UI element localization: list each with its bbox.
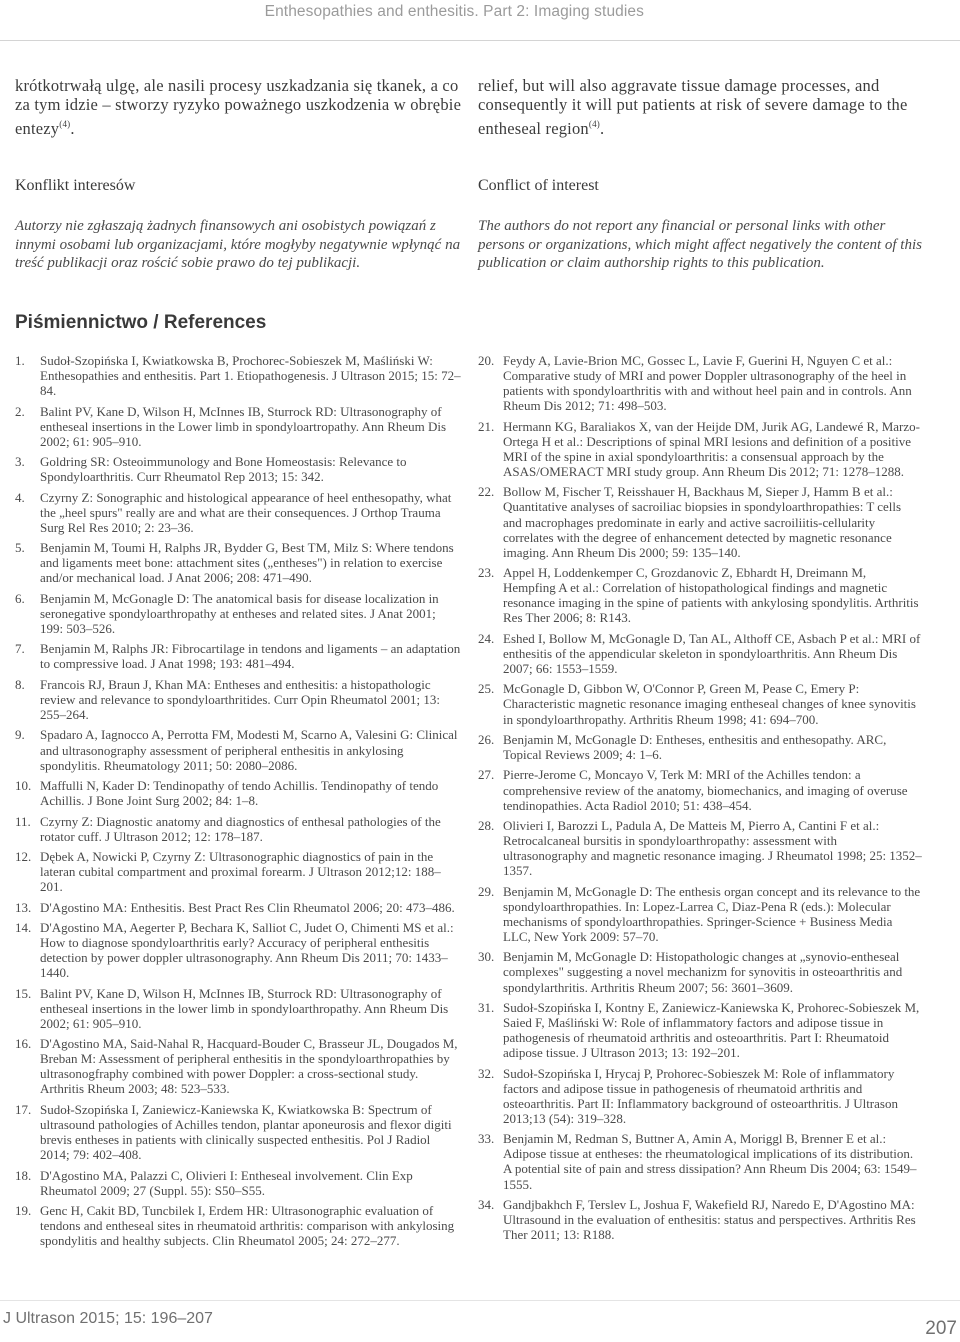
intro-left-citation: (4) <box>59 118 71 129</box>
reference-number: 18. <box>15 1167 32 1183</box>
reference-item <box>478 353 922 413</box>
footer-divider <box>0 1300 960 1301</box>
reference-number: 20. <box>478 353 495 368</box>
reference-text: Francois RJ, Braun J, Khan MA: Entheses and enthesitis: a histopathologic review and relevance to spondyloarthritides. Curr Opin Rheumatol 2001; 13: 255–264. <box>40 676 441 723</box>
coi-right-heading: Conflict of interest <box>478 177 599 194</box>
reference-number: 28. <box>478 818 495 833</box>
reference-text: Pierre-Jerome C, Moncayo V, Terk M: MRI of the Achilles tendon: a comprehensive review of the anatomy, biomechanics, and imaging of overuse tendinopathies. Acta Radiol 2010; 51: 438–454. <box>503 767 908 813</box>
intro-right-end: . <box>599 118 605 138</box>
reference-text: Spadaro A, Iagnocco A, Perrotta FM, Modesti M, Scarno A, Valesini G: Clinical and ultrasonography assessment of peripheral enthesitis in ankylosing spondylitis. Rheumatology 2011; 50: 2080–2086. <box>40 727 458 773</box>
reference-number: 23. <box>478 565 495 581</box>
reference-text: Czyrny Z: Sonographic and histological appearance of heel enthesopathy, what the „heel spurs" really are and what are their consequences. J Orthop Trauma Surg Rel Res 2010; 2: 23–36. <box>40 489 452 535</box>
reference-number: 30. <box>478 949 495 965</box>
coi-left <box>15 177 462 195</box>
reference-number: 5. <box>15 540 25 556</box>
reference-text: Goldring SR: Osteoimmunology and Bone Homeostasis: Relevance to Spondyloarthritis. Curr Rheumatol Rep 2013; 15: 342. <box>40 454 407 485</box>
reference-item <box>478 884 922 944</box>
reference-item <box>478 631 922 676</box>
running-header-title: Enthesopathies and enthesitis. Part 2: Imaging studies <box>264 3 644 20</box>
reference-number: 21. <box>478 418 495 434</box>
page-number: 207 <box>925 1318 957 1339</box>
reference-number: 14. <box>15 919 32 935</box>
reference-item <box>478 732 922 762</box>
reference-number: 19. <box>15 1203 32 1219</box>
reference-item <box>15 986 462 1031</box>
reference-text: Gandjbakhch F, Terslev L, Joshua F, Wakefield RJ, Naredo E, D'Agostino MA: Ultrasound in the evaluation of enthesitis: status and perspectives. Arthritis Res Ther 2011; 13: R188. <box>503 1196 916 1243</box>
reference-number: 12. <box>15 848 32 864</box>
reference-number: 22. <box>478 484 495 500</box>
reference-item <box>478 1066 922 1126</box>
reference-item <box>478 681 922 726</box>
reference-item <box>15 778 462 808</box>
reference-text: Benjamin M, Toumi H, Ralphs JR, Bydder G, Best TM, Milz S: Where tendons and ligaments meet bone: attachment sites („entheses") in relation to exercise and/or mechanical load. J Anat 2006; 208: 471–490. <box>40 540 454 586</box>
reference-number: 16. <box>15 1036 32 1052</box>
intro-right-paragraph <box>478 76 922 138</box>
reference-text: Benjamin M, Redman S, Buttner A, Amin A, Moriggl B, Brenner E et al.: Adipose tissue at entheses: the rheumatological implications of its distribution. A potential site of pain and stress dissipation? Ann Rheum Dis 2004; 63: 1549–1555. <box>503 1131 917 1192</box>
reference-item <box>15 490 462 535</box>
reference-item <box>15 454 462 484</box>
reference-number: 24. <box>478 630 495 646</box>
intro-right-text: relief, but will also aggravate tissue damage processes, and consequently it will put patients at risk of severe damage to the entheseal region <box>478 76 908 138</box>
reference-text: Eshed I, Bollow M, McGonagle D, Tan AL, Althoff CE, Asbach P et al.: MRI of enthesitis of the appendicular skeleton in spondyloarthritis. Ann Rheum Dis 2007; 66: 1553–1559. <box>503 630 921 676</box>
reference-item <box>15 1203 462 1248</box>
reference-number: 27. <box>478 767 495 783</box>
reference-text: Maffulli N, Kader D: Tendinopathy of tendo Achillis. Tendinopathy of tendo Achillis. J Bone Joint Surg 2002; 84: 1–8. <box>40 778 439 809</box>
reference-text: D'Agostino MA, Palazzi C, Olivieri I: Entheseal involvement. Clin Exp Rheumatol 2009; 27 (Suppl. 55): S50–S55. <box>40 1167 413 1198</box>
reference-item <box>15 641 462 671</box>
intro-left <box>15 76 462 138</box>
intro-right <box>478 76 922 138</box>
reference-item <box>15 591 462 636</box>
reference-text: Sudoł-Szopińska I, Kontny E, Zaniewicz-Kaniewska K, Prohorec-Sobieszek M, Saied F, Maśliński W: Role of inflammatory factors and adipose tissue in pathogenesis of rheumatoid arthritis and osteoarthritis. Part I: Rheumatoid adipose tissue. J Ultrason 2013; 13: 192–201. <box>503 999 920 1061</box>
reference-item <box>478 565 922 625</box>
reference-text: Benjamin M, McGonagle D: Histopathologic changes at „synovio-entheseal complexes" suggesting a novel mechanizm for synovitis in osteoarthritis and spondylarthritis. Arthritis Rheum 2007; 56: 3601–3609. <box>503 949 903 995</box>
coi-left-heading: Konflikt interesów <box>15 177 136 194</box>
reference-text: Genc H, Cakit BD, Tuncbilek I, Erdem HR: Ultrasonographic evaluation of tendons and entheseal sites in rheumatoid arthritis: comparison with ankylosing spondylitis and healthy subjects. Clin Rheumatol 2005; 24: 272–277. <box>40 1203 455 1249</box>
reference-number: 17. <box>15 1101 32 1117</box>
header-divider <box>0 40 960 41</box>
reference-text: Sudoł-Szopińska I, Hrycaj P, Prohorec-Sobieszek M: Role of inflammatory factors and adipose tissue in pathogenesis of rheumatoid arthritis and osteoarthritis. Part II: Inflammatory background of osteoarthritis. J Ultrason 2013;13 (54): 319–328. <box>503 1065 898 1126</box>
reference-item <box>478 1000 922 1060</box>
reference-text: Hermann KG, Baraliakos X, van der Heijde DM, Jurik AG, Landewé R, Marzo-Ortega H et al.: Descriptions of spinal MRI lesions and definition of a positive MRI of the spine in axial spondyloarthritis: a consensual approach by the ASAS/OMERACT MRI study group. Ann Rheum Dis 2012; 71: 1278–1288. <box>503 418 920 479</box>
reference-text: Appel H, Loddenkemper C, Grozdanovic Z, Ebhardt H, Dreimann M, Hempfing A et al.: Correlation of histopathological findings and magnetic resonance imaging in the spine of patients with ankylosing spondylitis. Arthritis Res Ther 2006; 8: R143. <box>503 565 919 626</box>
references-list-right <box>478 353 922 1248</box>
reference-item <box>15 540 462 585</box>
reference-text: McGonagle D, Gibbon W, O'Connor P, Green M, Pease C, Emery P: Characteristic magnetic resonance imaging entheseal changes of knee synovitis in spondyloarthropathy. Arthritis Rheum 1998; 41: 694–700. <box>503 681 916 727</box>
reference-text: Sudoł-Szopińska I, Zaniewicz-Kaniewska K, Kwiatkowska B: Spectrum of ultrasound pathologies of Achilles tendon, plantar aponeurosis and flexor digiti brevis entheses in patients with clinically suspected enthesitis. Pol J Radiol 2014; 79: 402–408. <box>40 1101 452 1163</box>
reference-number: 11. <box>15 813 31 829</box>
reference-number: 26. <box>478 731 495 747</box>
reference-item <box>15 1102 462 1162</box>
reference-number: 29. <box>478 883 495 899</box>
reference-text: Olivieri I, Barozzi L, Padula A, De Matteis M, Pierro A, Cantini F et al.: Retrocalcaneal bursitis in spondyloarthropathy: assessment with ultrasonography and magnetic resonance imaging. J Rheumatol 1998; 25: 1352–1357. <box>503 818 922 879</box>
references-list-left <box>15 353 462 1254</box>
reference-text: Dębek A, Nowicki P, Czyrny Z: Ultrasonographic diagnostics of pain in the lateran cubital compartment and proximal forearm. J Ultrason 2012;12: 188–201. <box>40 848 441 895</box>
reference-item <box>478 1197 922 1242</box>
footer-citation: J Ultrason 2015; 15: 196–207 <box>3 1310 213 1327</box>
reference-text: Benjamin M, McGonagle D: Entheses, enthesitis and enthesopathy. ARC, Topical Reviews 2009; 4: 1–6. <box>503 731 887 763</box>
reference-text: Balint PV, Kane D, Wilson H, McInnes IB, Sturrock RD: Ultrasonography of entheseal insertions in the Lower limb in spondyloartropathy. Ann Rheum Dis 2002; 61: 905–910. <box>40 403 447 449</box>
reference-text: Bollow M, Fischer T, Reisshauer H, Backhaus M, Sieper J, Hamm B et al.: Quantitative analyses of sacroiliac biopsies in spondyloarthropathies: T cells and macrophages predominate in early and active sacroiliitis-cellularity correlates with the degree of enhancement detected by magnetic resonance imaging. Ann Rheum Dis 2000; 59: 135–140. <box>503 484 902 560</box>
reference-number: 10. <box>15 778 32 794</box>
reference-text: Benjamin M, McGonagle D: The anatomical basis for disease localization in seronegative spondyloarthropathy at entheses and related sites. J Anat 2001; 199: 503–526. <box>40 590 439 636</box>
intro-left-end: . <box>70 118 75 138</box>
reference-number: 7. <box>15 641 25 657</box>
reference-number: 9. <box>15 727 25 743</box>
reference-text: Balint PV, Kane D, Wilson H, McInnes IB, Sturrock RD: Ultrasonography of entheseal insertions in the lower limb in spondyloarthropathy. Ann Rheum Dis 2002; 61: 905–910. <box>40 985 449 1031</box>
reference-number: 31. <box>478 999 495 1015</box>
reference-number: 1. <box>15 353 25 368</box>
reference-number: 6. <box>15 590 25 606</box>
reference-text: D'Agostino MA, Aegerter P, Bechara K, Salliot C, Judet O, Chimenti MS et al.: How to diagnose spondyloarthritis early? Accuracy of peripheral enthesitis detection by power doppler ultrasonography. Ann Rheum Dis 2011; 70: 1433–1440. <box>40 919 454 981</box>
reference-item <box>15 677 462 722</box>
reference-item <box>15 1036 462 1096</box>
reference-number: 32. <box>478 1065 495 1081</box>
coi-right-text: The authors do not report any financial or personal links with other persons or organizations, which might affect negatively the content of this publication or claim authorship rights to this publication. <box>478 218 922 272</box>
reference-number: 33. <box>478 1131 495 1147</box>
reference-number: 25. <box>478 681 495 697</box>
reference-text: D'Agostino MA: Enthesitis. Best Pract Res Clin Rheumatol 2006; 20: 473–486. <box>40 899 455 915</box>
references-title: Piśmiennictwo / References <box>15 312 267 333</box>
reference-item <box>478 484 922 559</box>
reference-text: Sudoł-Szopińska I, Kwiatkowska B, Prochorec-Sobieszek M, Maśliński W: Enthesopathies and enthesitis. Part 1. Etiopathogenesis. J Ultrason 2015; 15: 72–84. <box>40 353 461 399</box>
reference-item <box>478 767 922 812</box>
reference-number: 15. <box>15 985 32 1001</box>
reference-item <box>15 849 462 894</box>
intro-left-text: krótkotrwałą ulgę, ale nasili procesy uszkadzania się tkanek, a co za tym idzie – stworzy ryzyko poważnego uszkodzenia w obrębie entezy <box>15 76 462 138</box>
reference-item <box>15 900 462 915</box>
coi-left-text: Autorzy nie zgłaszają żadnych finansowych ani osobistych powiązań z innymi osobami lub organizacjami, które mogłyby negatywnie wpłynąć na treść publikacji oraz rościć sobie prawo do tej publikacji. <box>15 218 461 272</box>
reference-item <box>478 1131 922 1191</box>
reference-item <box>478 419 922 479</box>
reference-number: 8. <box>15 676 25 692</box>
reference-number: 34. <box>478 1196 495 1212</box>
reference-text: Czyrny Z: Diagnostic anatomy and diagnostics of enthesal pathologies of the rotator cuff. J Ultrason 2012; 12: 178–187. <box>40 813 441 844</box>
reference-item <box>15 404 462 449</box>
reference-item <box>15 920 462 980</box>
reference-item <box>15 814 462 844</box>
intro-right-citation: (4) <box>588 118 600 129</box>
reference-item <box>478 949 922 994</box>
reference-number: 3. <box>15 454 25 470</box>
reference-item <box>15 727 462 772</box>
reference-text: D'Agostino MA, Said-Nahal R, Hacquard-Bouder C, Brasseur JL, Dougados M, Breban M: Assessment of peripheral enthesitis in the spondyloarthropathies by ultrasonogfraphy combined with power Doppler: a cross-sectional study. Arthritis Rheum 2003; 48: 523–533. <box>40 1036 458 1097</box>
intro-left-paragraph <box>15 76 462 138</box>
reference-item <box>15 353 462 398</box>
reference-text: Benjamin M, Ralphs JR: Fibrocartilage in tendons and ligaments – an adaptation to compressive load. J Anat 1998; 193: 481–494. <box>40 641 461 672</box>
reference-text: Feydy A, Lavie-Brion MC, Gossec L, Lavie F, Guerini H, Nguyen C et al.: Comparative study of MRI and power Doppler ultrasonography of the heel in patients with spondyloarthritis with and without heel pain and in controls. Ann Rheum Dis 2012; 71: 498–503. <box>503 353 912 414</box>
reference-number: 2. <box>15 403 25 419</box>
reference-item <box>478 818 922 878</box>
reference-text: Benjamin M, McGonagle D: The enthesis organ concept and its relevance to the spondyloarthropathies. In: Lopez-Larrea C, Diaz-Pena R (eds.): Molecular mechanisms of spondyloarthropathies. Springer-Science + Business Media LLC, New York 2009: 57–70. <box>503 883 921 944</box>
coi-right <box>478 177 922 195</box>
reference-item <box>15 1168 462 1198</box>
reference-number: 4. <box>15 489 25 505</box>
reference-number: 13. <box>15 899 32 915</box>
